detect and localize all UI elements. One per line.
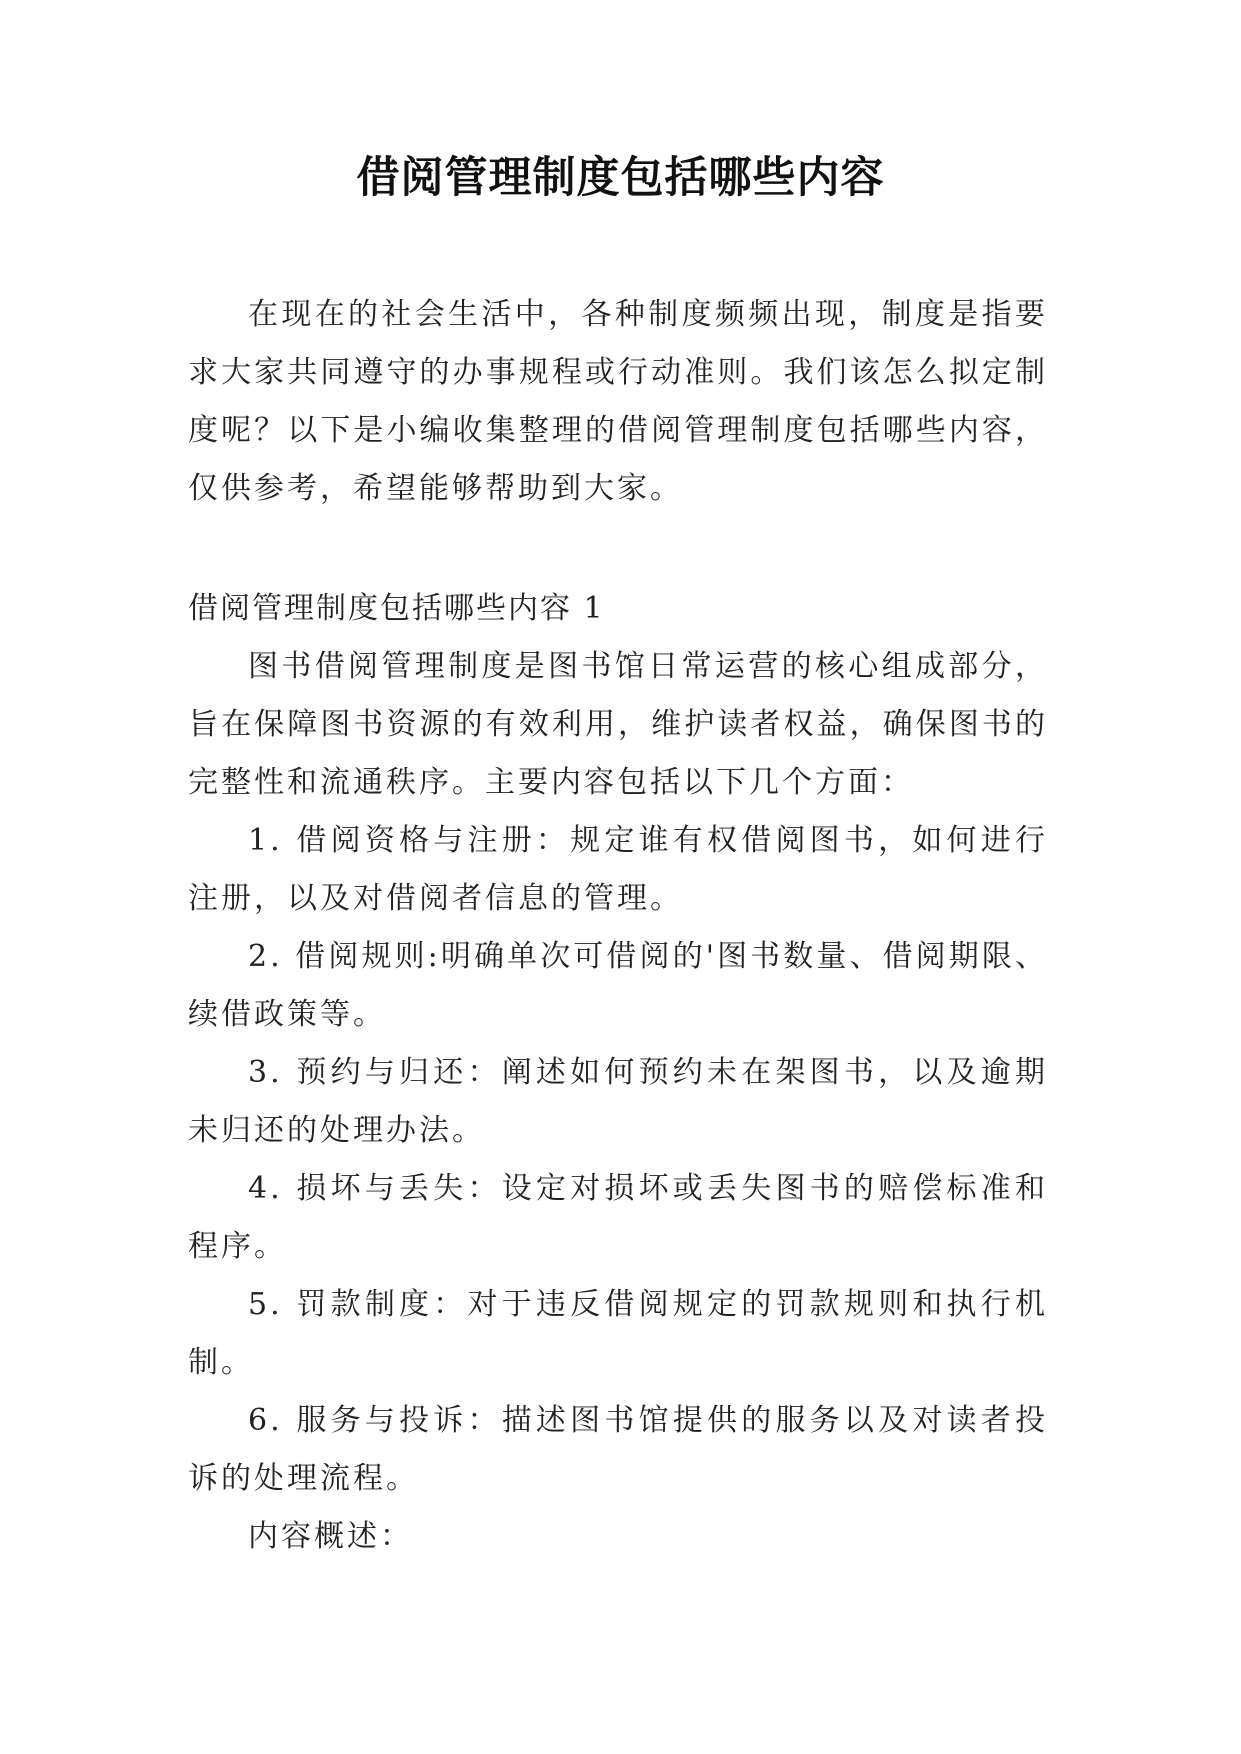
section-1: [188, 580, 1048, 1566]
summary-heading: 内容概述：: [248, 1519, 413, 1554]
section-intro-paragraph: 图书借阅管理制度是图书馆日常运营的核心组成部分，旨在保障图书资源的有效利用，维护读者权益，确保图书的完整性和流通秩序。主要内容包括以下几个方面：: [188, 649, 1048, 800]
document-title: 借阅管理制度包括哪些内容: [356, 153, 885, 203]
list-item: 6. 服务与投诉：描述图书馆提供的服务以及对读者投诉的处理流程。: [188, 1403, 1048, 1496]
section-heading: 借阅管理制度包括哪些内容 1: [188, 591, 605, 626]
list-item: 4. 损坏与丢失：设定对损坏或丢失图书的赔偿标准和程序。: [188, 1171, 1048, 1264]
list-item: 2. 借阅规则:明确单次可借阅的'图书数量、借阅期限、续借政策等。: [188, 939, 1048, 1032]
list-item: 5. 罚款制度：对于违反借阅规定的罚款规则和执行机制。: [188, 1287, 1048, 1380]
intro-paragraph: 在现在的社会生活中，各种制度频频出现，制度是指要求大家共同遵守的办事规程或行动准则。我们该怎么拟定制度呢？以下是小编收集整理的借阅管理制度包括哪些内容，仅供参考，希望能够帮助到大家。: [188, 297, 1048, 506]
list-item: 3. 预约与归还：阐述如何预约未在架图书，以及逾期未归还的处理办法。: [188, 1055, 1048, 1148]
intro-block: [188, 286, 1048, 518]
list-item: 1. 借阅资格与注册：规定谁有权借阅图书，如何进行注册，以及对借阅者信息的管理。: [188, 823, 1048, 916]
